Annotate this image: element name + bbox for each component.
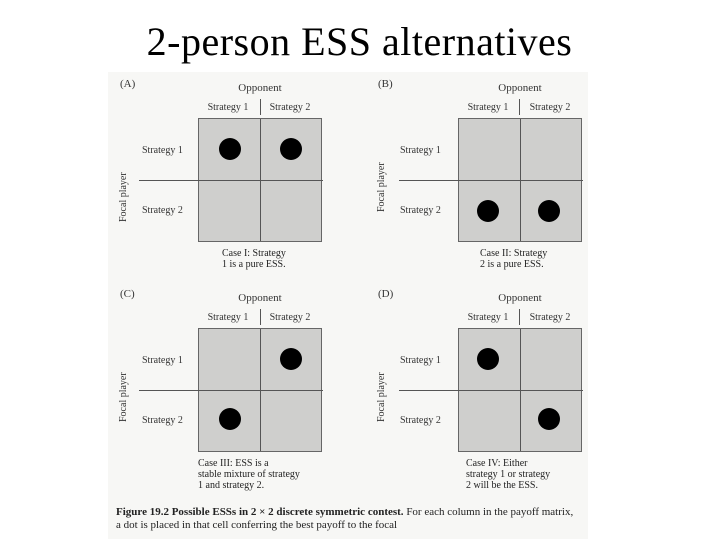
- figure-caption-text: For each column in the payoff matrix, a dot is placed in that cell conferring the best payoff to the focal: [116, 506, 574, 531]
- panel-letter: (C): [120, 288, 135, 300]
- case-caption: [198, 458, 328, 491]
- row-label-strategy-1: Strategy 1: [142, 145, 183, 156]
- figure-caption: [116, 506, 578, 532]
- panel-d: [368, 282, 588, 491]
- payoff-matrix: [198, 118, 322, 242]
- column-header-strategy-1: Strategy 1: [207, 102, 249, 113]
- focal-player-label: Focal player: [118, 172, 129, 222]
- caption-line: 1 and strategy 2.: [198, 480, 265, 491]
- row-label-strategy-2: Strategy 2: [142, 415, 183, 426]
- ess-dot: [538, 200, 560, 222]
- column-header-strategy-1: Strategy 1: [467, 312, 509, 323]
- column-header-strategy-1: Strategy 1: [207, 312, 249, 323]
- opponent-label: Opponent: [498, 292, 542, 304]
- column-header-strategy-1: Strategy 1: [467, 102, 509, 113]
- caption-line: 2 will be the ESS.: [466, 480, 538, 491]
- ess-dot: [280, 348, 302, 370]
- caption-line: Case I: Strategy: [222, 248, 286, 259]
- panel-letter: (B): [378, 78, 393, 90]
- column-header-strategy-2: Strategy 2: [529, 312, 571, 323]
- focal-player-label: Focal player: [376, 162, 387, 212]
- panel-c: [110, 282, 330, 491]
- caption-line: 1 is a pure ESS.: [222, 259, 286, 270]
- focal-player-label: Focal player: [118, 372, 129, 422]
- column-header-strategy-2: Strategy 2: [269, 102, 311, 113]
- caption-line: stable mixture of strategy: [198, 469, 300, 480]
- matrix-row-divider: [399, 180, 583, 181]
- payoff-matrix: [458, 118, 582, 242]
- caption-line: 2 is a pure ESS.: [480, 259, 544, 270]
- row-label-strategy-2: Strategy 2: [400, 415, 441, 426]
- ess-dot: [538, 408, 560, 430]
- matrix-row-divider: [139, 390, 323, 391]
- row-label-strategy-2: Strategy 2: [400, 205, 441, 216]
- panel-a: [110, 72, 330, 272]
- ess-dot: [477, 200, 499, 222]
- case-caption: [480, 248, 610, 270]
- opponent-label: Opponent: [238, 292, 282, 304]
- caption-line: Case II: Strategy: [480, 248, 548, 259]
- case-caption: [222, 248, 352, 270]
- column-header-strategy-2: Strategy 2: [529, 102, 571, 113]
- matrix-row-divider: [139, 180, 323, 181]
- ess-dot: [219, 408, 241, 430]
- row-label-strategy-1: Strategy 1: [400, 145, 441, 156]
- row-label-strategy-1: Strategy 1: [400, 355, 441, 366]
- panel-letter: (D): [378, 288, 394, 300]
- case-caption: [466, 458, 596, 491]
- matrix-row-divider: [399, 390, 583, 391]
- panel-b: [368, 72, 588, 272]
- row-label-strategy-2: Strategy 2: [142, 205, 183, 216]
- column-header-strategy-2: Strategy 2: [269, 312, 311, 323]
- payoff-matrix: [198, 328, 322, 452]
- ess-dot: [280, 138, 302, 160]
- caption-line: strategy 1 or strategy: [466, 469, 551, 480]
- caption-line: Case IV: Either: [466, 458, 528, 469]
- slide-title: 2-person ESS alternatives: [146, 19, 573, 64]
- caption-line: Case III: ESS is a: [198, 458, 269, 469]
- row-label-strategy-1: Strategy 1: [142, 355, 183, 366]
- payoff-matrix: [458, 328, 582, 452]
- ess-dot: [477, 348, 499, 370]
- figure-caption-title: Figure 19.2 Possible ESSs in 2 × 2 discrete symmetric contest.: [116, 506, 404, 518]
- focal-player-label: Focal player: [376, 372, 387, 422]
- panel-letter: (A): [120, 78, 136, 90]
- opponent-label: Opponent: [498, 82, 542, 94]
- opponent-label: Opponent: [238, 82, 282, 94]
- ess-dot: [219, 138, 241, 160]
